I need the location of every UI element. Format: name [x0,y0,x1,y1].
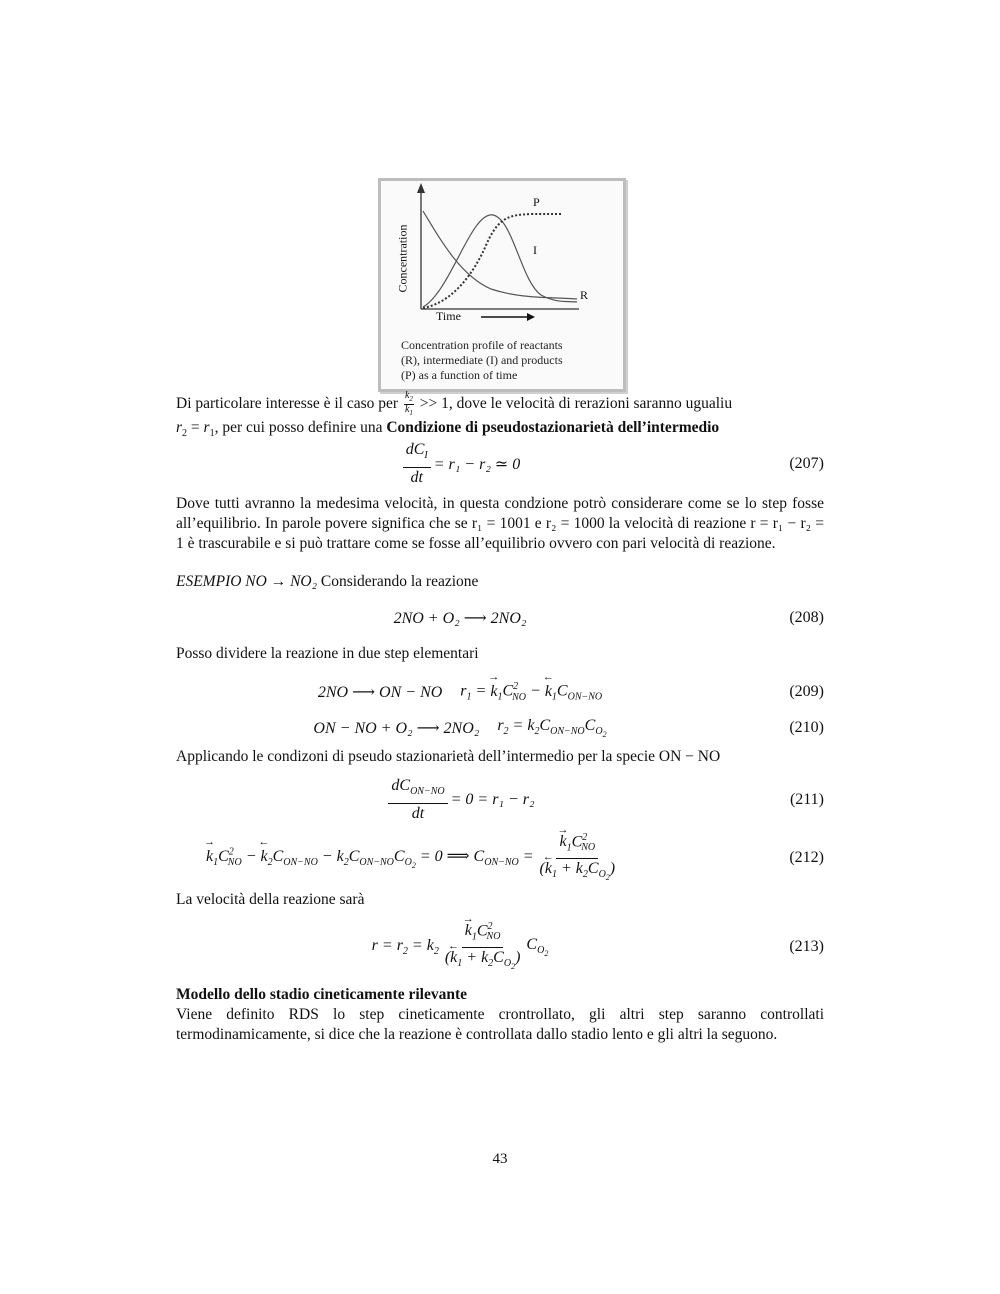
curve-label-r: R [580,288,589,302]
paragraph-intro: Di particolare interesse è il caso per $\frac{k_2}{k_1}$ >> 1, dove le velocità di rerazioni saranno ugualiu $r_2 = r_1$, per cui posso definire una Condizione di pseudostazionarietà dell’intermedio [176,390,733,440]
eq-text: dt [410,468,423,486]
equation-212: $k \to_1C^2_{NO} - k$ $\leftarrow_2C_{ON-NO} - k_2C_{ON-NO}C_{O_2} = 0$ ⟹ $C_{ON-NO}$ = $\frac{k \to_1C^2_{NO}}{(k \leftarrow_1 + k_2C_{O_2})}$ (212) [176,833,824,883]
paragraph-rate: La velocità della reazione sarà [176,891,365,908]
paragraph-rds: Viene definito RDS lo step cineticamente crontrollato, gli altri step saranno controllati termodinamicamente, si dice che la reazione è controllata dallo stadio lento e gli altri la seguono. [176,1006,824,1043]
ratio-k2-k1: $\frac{k_2}{k_1}$ [404,390,413,417]
bold-term: Condizione di pseudostazionarietà dell’intermedio [386,419,720,436]
paragraph-example [176,572,824,592]
equation-210: ON − NO + O₂ ⟶ 2NO₂ $r_2 = k_2C_{ON-NO}C_{O_2}$ (210) [313,716,824,740]
paragraph-pseudo: Applicando le condizoni di pseudo stazionarietà dell’intermedio per la specie ON − NO [176,748,721,765]
figure-caption [401,338,619,383]
equation-209: 2NO ⟶ ON − NO $r_1 = k \to_1C^2_{NO} - k$ $\leftarrow_1C_{ON-NO}$ (209) [176,672,824,712]
text-run: = [190,419,204,436]
equation-213: $r = r_2 = k_2$ $\frac{k \to_1C^2_{NO}}{(k \leftarrow_1 + k_2C_{O_2})}$ $C_{O_2}$ (213) [176,922,824,972]
eq-text: ON − NO + O₂ ⟶ 2NO₂ [313,720,480,737]
eq-text: dC [391,777,411,795]
eq-text: = 0 = r₁ − r₂ [450,791,535,808]
page-number: 43 [492,1151,508,1167]
caption-line: (P) as a function of time [401,368,518,382]
eq-sub: ON−NO [410,786,445,798]
equation-number: (213) [789,938,824,955]
equation-211 [176,777,824,822]
concentration-plot [381,181,617,331]
y-axis-label: Concentration [395,224,410,293]
equation-number: (208) [789,609,824,626]
equation-number: (207) [789,455,824,472]
section-heading: Modello dello stadio cineticamente rilevante [176,986,467,1003]
eq-sub: I [424,450,428,462]
equation-number: (209) [789,683,824,700]
text-run: Di particolare interesse è il caso per [176,395,399,413]
equation-number: (211) [789,791,824,808]
caption-line: (R), intermediate (I) and products [401,353,563,367]
eq-text: = r₁ − r₂ ≃ 0 [433,456,521,473]
eq-text: dC [405,441,425,459]
eq-text: 2NO ⟶ ON − NO [317,684,443,701]
eq-text: 2NO + O₂ ⟶ 2NO₂ [393,610,527,627]
curve-label-i: I [533,243,537,257]
text-run: , per cui posso definire una [214,419,383,436]
text-run: Considerando la reazione [317,573,479,590]
eq-text: dt [411,804,425,822]
paragraph-equilibrium: Dove tutti avranno la medesima velocità, in questa condzione potrò considerare come se lo step fosse all’equilibrio. In parole povere significa che se r₁ = 1001 e r₂ = 1000 la velocità di reazione r = r₁ − r₂ = 1 è trascurabile e si può trattare come se fosse all’equilibrio ovvero con pari velocità di reazione. [176,495,824,552]
equation-208 [176,598,824,638]
concentration-figure [378,178,626,392]
x-axis-label: Time [436,309,461,323]
example-label: ESEMPIO NO → NO₂ [176,573,317,590]
paragraph-steps: Posso dividere la reazione in due step elementari [176,645,479,662]
curve-label-p: P [533,195,540,209]
text-run: >> 1, dove le velocità di rerazioni saranno ugualiu [419,395,733,413]
caption-line: Concentration profile of reactants [401,338,563,352]
equation-number: (210) [789,719,824,736]
equation-207 [176,441,824,486]
equation-number: (212) [789,849,824,866]
